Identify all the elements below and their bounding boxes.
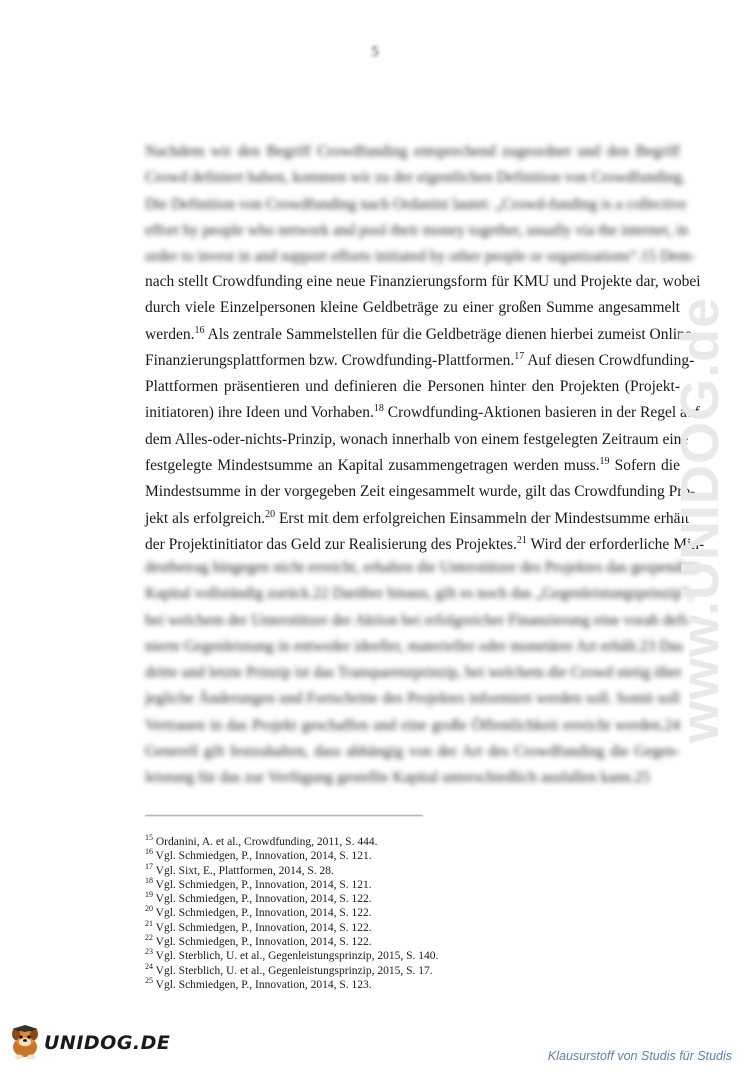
logo-text: UNIDOG.DE [44,1032,171,1054]
text-line [145,453,680,479]
footnote-number: 24 [145,961,153,971]
text-line: jegliche Änderungen und Fortschritte des Projektes informiert werden soll. Somit soll [145,690,680,708]
text-line: Kapital vollständig zurück.22 Darüber hinaus, gilt es noch das „Gegenleistungsprinzip“, [145,585,693,603]
text-line: nierte Gegenleistung in entweder ideeller, materieller oder monetärer Art erhält.23 Das [145,637,684,655]
text-line [145,400,700,426]
line-text: Sofern die [609,457,680,475]
footnote-marker: 18 [373,403,384,415]
dog-mascot-icon [8,1025,42,1061]
footnote-text: Vgl. Schmiedgen, P., Innovation, 2014, S. 122. [155,907,372,920]
footnote-text: Vgl. Sterblich, U. et al., Gegenleistungsprinzip, 2015, S. 17. [155,964,433,977]
visible-paragraph [145,269,705,558]
text-line: destbetrag hingegen nicht erreicht, erhalten die Unterstützer des Projektes das gespendete [145,559,700,576]
footnote-number: 16 [145,847,153,857]
text-line: Crowd definiert haben, kommen wir zu der eigentlichen Definition von Crowdfunding. [145,169,686,187]
line-text: Auf diesen Crowdfunding- [524,351,695,369]
footnote-number: 15 [145,833,153,843]
footnote-marker: 16 [194,324,205,336]
footnote-number: 20 [145,904,153,914]
page-number: 5 [371,44,379,60]
footnote-separator [145,815,423,816]
text-line: order to invest in and support efforts initiated by other people or organizations“.15 Dem- [145,248,696,266]
text-line [145,269,701,295]
footnote-text: Vgl. Schmiedgen, P., Innovation, 2014, S. 121. [155,878,372,891]
text-line: effort by people who network and pool their money together, usually via the internet, in [145,221,689,239]
text-line [145,427,689,453]
line-text: Finanzierungsplattformen bzw. Crowdfunding-Plattformen. [145,351,515,369]
footnote-marker: 17 [514,350,525,362]
line-text: werden. [145,325,195,343]
watermark-text: www.UNIDOG.de [670,296,730,744]
text-line: bei welchem der Unterstützer der Aktion bei erfolgreicher Finanzierung eine vorab defi- [145,611,693,629]
text-line [145,322,697,348]
footnote-number: 23 [145,947,153,957]
text-line [145,506,690,532]
footnote-item [145,849,438,863]
footnote-text: Vgl. Schmiedgen, P., Innovation, 2014, S. 122. [155,893,372,906]
text-line: leistung für das zur Verfügung gestellte Kapital unterschiedlich ausfallen kann.25 [145,769,651,787]
line-text: der Projektinitiator das Geld zur Realisierung des Projektes. [145,535,517,553]
footnote-number: 17 [145,861,153,871]
footnote-item [145,978,438,992]
watermark [655,290,745,750]
footnote-text: Vgl. Sixt, E., Plattformen, 2014, S. 28. [155,864,334,877]
footnote-number: 25 [145,976,153,986]
footnote-item [145,961,438,978]
footnote-text: Vgl. Schmiedgen, P., Innovation, 2014, S. 122. [155,921,372,934]
tagline: Klausurstoff von Studis für Studis [547,1049,732,1063]
footnote-item [145,835,438,849]
text-line [145,348,695,374]
line-text: Plattformen präsentieren und definieren die Personen hinter den Projekten (Projekt- [145,378,680,396]
footnote-number: 22 [145,933,153,943]
text-line [145,295,680,321]
footnote-item [145,892,438,906]
line-text: Als zentrale Sammelstellen für die Geldbeträge dienen hierbei zumeist Online- [204,325,697,343]
footnote-marker: 21 [516,534,527,546]
footnote-item [145,918,438,935]
footnote-item [145,949,438,963]
footnote-number: 19 [145,890,153,900]
line-text: Erst mit dem erfolgreichen Einsammeln der Mindestsumme erhält [275,509,690,527]
footnote-item [145,878,438,892]
line-text: festgelegte Mindestsumme an Kapital zusammengetragen werden muss. [145,457,600,475]
footnote-text: Vgl. Sterblich, U. et al., Gegenleistungsprinzip, 2015, S. 140. [155,950,439,963]
line-text: Wird der erforderliche Min- [526,535,705,553]
blurred-paragraph-bottom [145,555,700,792]
footnote-text: Vgl. Schmiedgen, P., Innovation, 2014, S. 122. [155,936,372,949]
blurred-paragraph-top [145,139,696,270]
line-text: dem Alles-oder-nichts-Prinzip, wonach innerhalb von einem festgelegten Zeitraum eine [145,430,689,448]
unidog-logo [8,1025,170,1061]
line-text: nach stellt Crowdfunding eine neue Finanzierungsform für KMU und Projekte dar, wobei [145,273,701,290]
line-text: durch viele Einzelpersonen kleine Geldbeträge zu einer großen Summe angesammelt [145,299,680,317]
footnote-item [145,935,438,949]
footnote-marker: 20 [265,508,276,520]
text-line [145,374,680,400]
text-line: Generell gilt festzuhalten, dass abhängig von der Art des Crowdfunding die Gegen- [145,743,680,761]
line-text: jekt als erfolgreich. [145,509,266,527]
footnote-number: 21 [145,918,153,928]
text-line: dritte und letzte Prinzip ist das Transparenzprinzip, bei welchem die Crowd stetig über [145,664,682,682]
line-text: initiatoren) ihre Ideen und Vorhaben. [145,404,374,422]
footnote-marker: 19 [599,455,610,467]
text-line: Vertrauen in das Projekt geschaffen und eine große Öffentlichkeit erreicht werden.24 [145,716,680,734]
footnote-text: Vgl. Schmiedgen, P., Innovation, 2014, S. 121. [155,850,372,863]
footnote-list [145,835,438,992]
line-text: Mindestsumme in der vorgegeben Zeit eingesammelt wurde, gilt das Crowdfunding Pro- [145,483,696,501]
footnote-item [145,906,438,920]
footnote-number: 18 [145,876,153,886]
footnote-text: Ordanini, A. et al., Crowdfunding, 2011, S. 444. [155,836,378,848]
footnote-item [145,861,438,878]
footnote-text: Vgl. Schmiedgen, P., Innovation, 2014, S. 123. [155,978,372,991]
text-line: Die Definition von Crowdfunding nach Ordanini lautet: „Crowd-funding is a collective [145,195,687,213]
line-text: Crowdfunding-Aktionen basieren in der Regel auf [383,404,700,422]
text-line [145,479,696,505]
text-line: Nachdem wir den Begriff Crowdfunding entsprechend zugeordnet und den Begriff [145,143,680,160]
